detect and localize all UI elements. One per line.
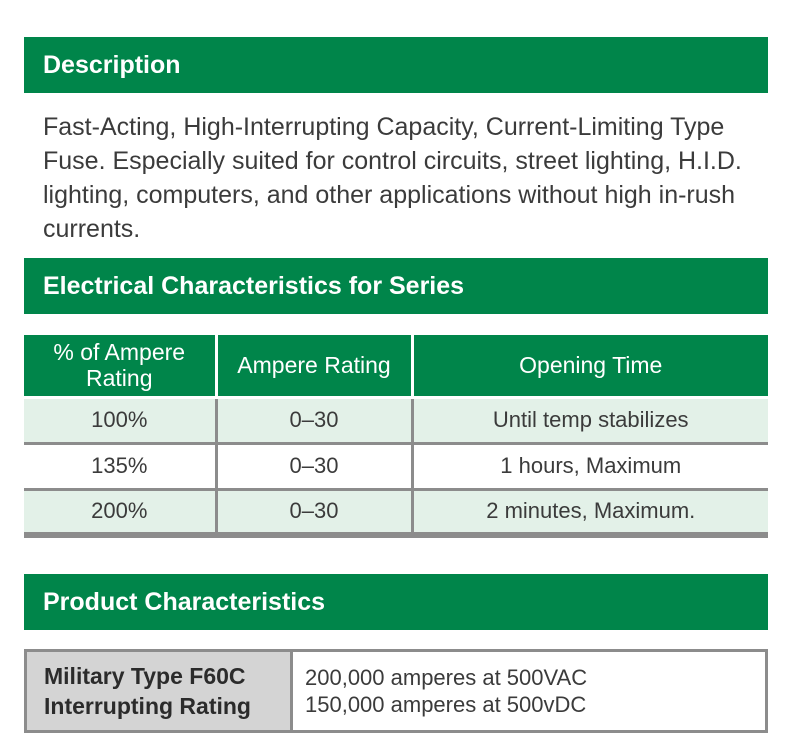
- column-header-opening-time: Opening Time: [412, 335, 768, 397]
- cell-opening-time: Until temp stabilizes: [412, 397, 768, 443]
- description-heading: [24, 37, 768, 93]
- product-heading: [24, 574, 768, 630]
- description-text: Fast-Acting, High-Interrupting Capacity, Current-Limiting Type Fuse. Especially suited for control circuits, street lighting, H.I.D. lighting, computers, and other applications without high in-rush currents.: [43, 113, 742, 243]
- electrical-heading: [24, 258, 768, 314]
- column-header-percent-rating: % of Ampere Rating: [24, 335, 216, 397]
- label-line-interrupting-rating: Interrupting Rating: [44, 693, 251, 719]
- cell-percent: 200%: [24, 489, 216, 535]
- rating-ac-value: 200,000 amperes at 500VAC: [305, 665, 588, 690]
- cell-opening-time: 2 minutes, Maximum.: [412, 489, 768, 535]
- label-line-military-type: Military Type F60C: [44, 663, 246, 689]
- table-header-row: [24, 335, 768, 397]
- cell-percent: 135%: [24, 443, 216, 489]
- cell-ampere: 0–30: [216, 443, 412, 489]
- cell-percent: 100%: [24, 397, 216, 443]
- interrupting-rating-values: [293, 652, 765, 730]
- table-row: [24, 489, 768, 535]
- cell-ampere: 0–30: [216, 489, 412, 535]
- table-row: [24, 443, 768, 489]
- table-row: [24, 397, 768, 443]
- electrical-heading-text: Electrical Characteristics for Series: [43, 271, 465, 300]
- cell-opening-time: 1 hours, Maximum: [412, 443, 768, 489]
- column-header-ampere-rating: Ampere Rating: [216, 335, 412, 397]
- product-heading-text: Product Characteristics: [43, 587, 326, 616]
- description-heading-text: Description: [43, 50, 181, 79]
- electrical-table: [24, 335, 768, 538]
- cell-ampere: 0–30: [216, 397, 412, 443]
- rating-dc-value: 150,000 amperes at 500vDC: [305, 692, 587, 717]
- product-table: [24, 649, 768, 733]
- interrupting-rating-label: [27, 652, 293, 730]
